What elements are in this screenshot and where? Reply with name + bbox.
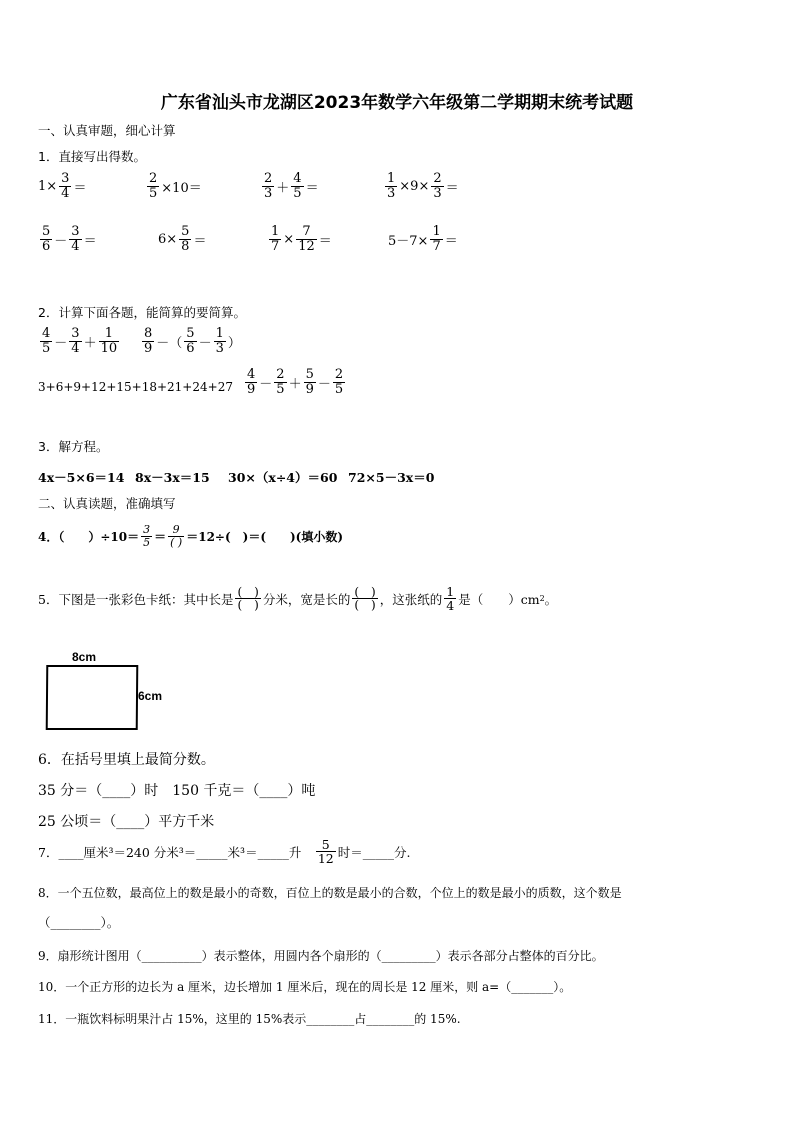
figure-width-label: 8cm (72, 650, 97, 664)
text: ×10＝ (161, 180, 202, 196)
denominator: 5 (42, 340, 51, 356)
numerator: 4 (247, 367, 256, 382)
q2-expr-2 (140, 327, 241, 355)
q1-item-a (38, 172, 86, 200)
numerator: 1 (446, 584, 455, 599)
fraction (296, 225, 317, 253)
operator: － (198, 335, 212, 351)
fraction (316, 838, 336, 865)
numerator: 1 (104, 326, 113, 341)
q1-item-h (388, 225, 458, 253)
fraction (147, 172, 159, 200)
numerator: 7 (302, 224, 311, 239)
fraction (262, 172, 274, 200)
denominator: 3 (433, 185, 442, 201)
fraction (179, 225, 191, 253)
q4 (38, 524, 343, 548)
denominator: 10 (100, 340, 118, 356)
fraction (184, 327, 196, 355)
q6-label: 6．在括号里填上最简分数。 (38, 752, 215, 768)
operator: ＋ (83, 335, 97, 351)
numerator: 3 (71, 224, 80, 239)
numerator: 1 (271, 224, 280, 239)
fraction (430, 225, 442, 253)
numerator: 1 (432, 224, 441, 239)
text: 7．____厘米³＝240 分米³＝_____米³＝_____升 (38, 844, 314, 860)
denominator: 5 (143, 535, 151, 549)
text: ＝ (445, 180, 459, 196)
numerator-blank[interactable]: ( ) (237, 584, 259, 599)
denominator: 6 (42, 238, 51, 254)
text: 时＝_____分. (337, 844, 411, 860)
denominator: 4 (446, 598, 455, 614)
fraction (40, 225, 52, 253)
denominator: 3 (387, 185, 396, 201)
q8-line-2: （________）。 (38, 915, 120, 930)
q5 (38, 585, 557, 612)
denominator: 3 (215, 340, 224, 356)
text: 5．下图是一张彩色卡纸：其中长是 (38, 591, 234, 607)
operator: －（ (156, 335, 183, 351)
q7 (38, 838, 410, 865)
q1-item-b (145, 172, 202, 200)
q9: 9．扇形统计图用（__________）表示整体，用圆内各个扇形的（_________）表示各部分占整体的百分比。 (38, 949, 604, 963)
numerator: 2 (264, 171, 273, 186)
fraction (385, 172, 397, 200)
operator: ＋ (288, 376, 302, 392)
numerator: 5 (321, 837, 330, 852)
text: 是（ ）cm (458, 591, 540, 607)
denominator: 4 (71, 340, 80, 356)
operator: － (317, 376, 331, 392)
denominator: 7 (432, 238, 441, 254)
denominator: 9 (305, 381, 314, 397)
text: ＝ (83, 233, 97, 249)
text: 4．（ ）÷10＝ (38, 529, 140, 544)
fraction (142, 327, 154, 355)
fraction (304, 368, 316, 396)
superscript: 2 (539, 594, 545, 604)
numerator: 3 (61, 171, 70, 186)
text: ＝ (305, 180, 319, 196)
fraction (168, 524, 184, 548)
denominator: 6 (186, 340, 195, 356)
text: 分米，宽是长的 (262, 591, 351, 607)
fraction (69, 225, 81, 253)
denominator: 12 (317, 851, 334, 867)
fraction (274, 368, 286, 396)
numerator: 3 (71, 326, 80, 341)
fraction (333, 368, 345, 396)
numerator: 2 (149, 171, 158, 186)
fraction (69, 327, 81, 355)
numerator-blank[interactable]: ( ) (354, 584, 376, 599)
denominator: 4 (71, 238, 80, 254)
numerator: 1 (387, 171, 396, 186)
q1-label: 1．直接写出得数。 (38, 149, 146, 164)
numerator: 5 (305, 367, 314, 382)
q2-expr-3: 3+6+9+12+15+18+21+24+27 (38, 380, 233, 394)
denominator-blank[interactable]: ( ) (237, 598, 259, 613)
text: ＝ (444, 233, 458, 249)
q2-expr-4 (243, 368, 347, 396)
denominator-blank[interactable]: ( ) (354, 598, 376, 613)
denominator: 5 (293, 185, 302, 201)
text: ，这张纸的 (379, 591, 443, 607)
numerator: 9 (172, 523, 180, 536)
section2-heading: 二、认真读题，准确填写 (38, 496, 176, 511)
q1-item-e (38, 225, 97, 253)
q11: 11．一瓶饮料标明果汁占 15%，这里的 15%表示________占________的 15%. (38, 1012, 461, 1026)
numerator: 2 (276, 367, 285, 382)
denominator: 8 (181, 238, 190, 254)
fraction (269, 225, 281, 253)
numerator: 5 (181, 224, 190, 239)
operator: － (54, 335, 68, 351)
numerator: 4 (42, 326, 51, 341)
text: ＝ (154, 529, 167, 544)
numerator: 3 (143, 523, 151, 536)
denominator: 5 (276, 381, 285, 397)
operator: ×9× (399, 178, 430, 194)
fraction (40, 327, 52, 355)
denominator: 5 (149, 185, 158, 201)
text: 5－7× (388, 233, 429, 249)
figure-height-label: 6cm (138, 689, 163, 703)
q2-label: 2．计算下面各题，能简算的要简算。 (38, 305, 246, 320)
numerator: 4 (293, 171, 302, 186)
q2-expr-1 (38, 327, 121, 355)
operator: × (283, 231, 295, 247)
denominator: 7 (271, 238, 280, 254)
q3-equation-2: 8x－3x＝15 (135, 470, 210, 485)
numerator: 5 (42, 224, 51, 239)
rectangle-figure (46, 665, 139, 730)
fraction (214, 327, 226, 355)
denominator: 9 (247, 381, 256, 397)
denominator: ( ) (170, 535, 183, 549)
denominator: 4 (61, 185, 70, 201)
text: ＝ (193, 233, 207, 249)
denominator: 5 (334, 381, 344, 397)
numerator: 5 (186, 326, 195, 341)
denominator: 9 (144, 340, 153, 356)
q3-equation-1: 4x－5×6＝14 (38, 470, 125, 485)
fraction (245, 368, 257, 396)
section1-heading: 一、认真审题，细心计算 (38, 123, 176, 138)
q6-line-2: 25 公顷＝（____）平方千米 (38, 814, 215, 830)
text: ＝ (318, 233, 332, 249)
numerator: 1 (215, 326, 224, 341)
q8-line-1: 8．一个五位数，最高位上的数是最小的奇数，百位上的数是最小的合数，个位上的数是最小的质数，这个数是 (38, 886, 622, 900)
numerator: 2 (433, 171, 442, 186)
q1-item-c (260, 172, 319, 200)
denominator: 3 (264, 185, 273, 201)
fraction (444, 585, 456, 612)
q10: 10．一个正方形的边长为 a 厘米，边长增加 1 厘米后，现在的周长是 12 厘米，则 a=（_______）。 (38, 980, 572, 994)
text: 1× (38, 178, 58, 194)
text: ＝12÷( )＝( )(填小数) (186, 529, 344, 544)
text: ） (227, 335, 241, 351)
denominator: 12 (298, 238, 315, 254)
text: 。 (544, 591, 558, 607)
blank-fraction[interactable] (352, 586, 377, 612)
text: 6× (158, 231, 178, 247)
q1-item-g (267, 225, 332, 253)
q1-item-f (158, 225, 206, 253)
text: ＝ (73, 180, 87, 196)
numerator: 8 (144, 326, 153, 341)
page-title: 广东省汕头市龙湖区2023年数学六年级第二学期期末统考试题 (160, 93, 634, 113)
q3-label: 3．解方程。 (38, 439, 109, 454)
blank-fraction[interactable] (235, 586, 260, 612)
q1-item-d (383, 172, 459, 200)
fraction (141, 524, 152, 548)
fraction (291, 172, 303, 200)
operator: － (259, 376, 273, 392)
q3-equation-4: 72×5－3x＝0 (348, 470, 435, 485)
q6-line-1: 35 分＝（____）时 150 千克＝（____）吨 (38, 783, 316, 799)
numerator: 2 (334, 367, 344, 382)
operator: ＋ (276, 180, 290, 196)
q3-equation-3: 30×（x÷4）＝60 (228, 470, 338, 485)
fraction (99, 327, 120, 355)
fraction (431, 172, 443, 200)
fraction (59, 172, 71, 200)
operator: － (54, 233, 68, 249)
